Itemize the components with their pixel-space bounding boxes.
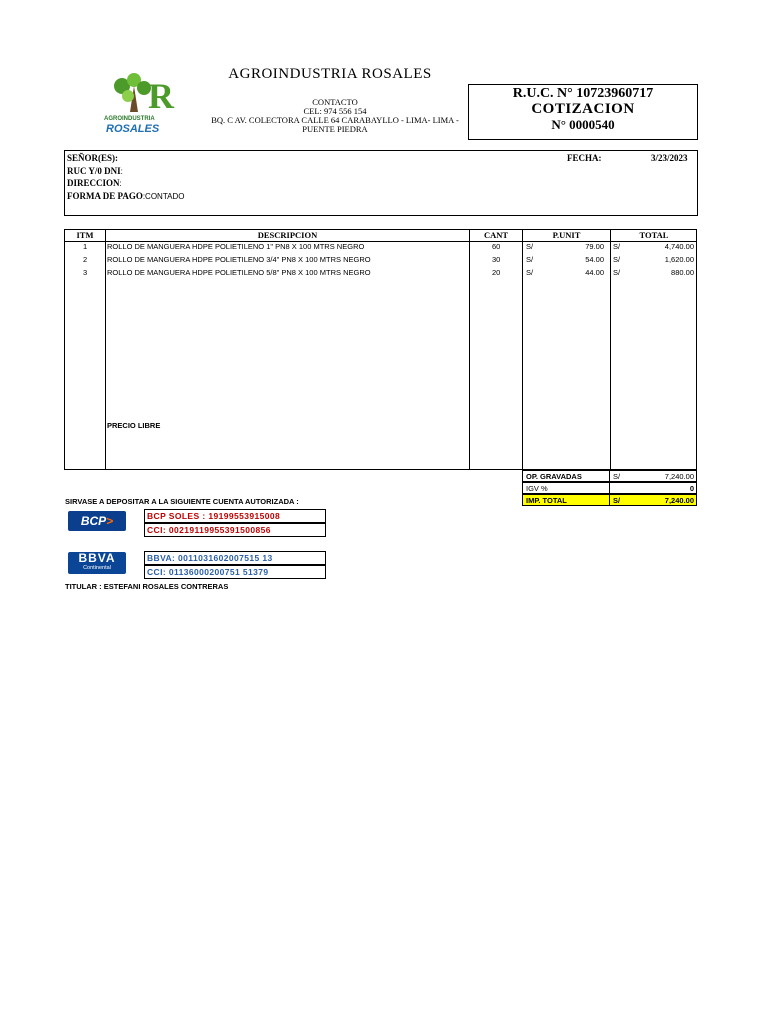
row-punit: 44.00	[585, 268, 604, 277]
direccion-label: DIRECCION	[67, 178, 120, 188]
contact-block	[200, 98, 470, 134]
fecha-label: FECHA:	[567, 153, 602, 163]
document-number: N° 0000540	[551, 117, 615, 132]
total-value: 7,240.00	[664, 496, 694, 505]
company-name: AGROINDUSTRIA ROSALES	[228, 66, 432, 82]
ruc-dni-sep: :	[120, 167, 123, 176]
row-cant: 20	[492, 268, 501, 277]
bcp-logo	[68, 511, 126, 531]
bbva-logo	[68, 552, 126, 574]
header-itm: ITM	[76, 230, 94, 240]
row-currency: S/	[613, 242, 621, 251]
bbva-logo-sub: Continental	[83, 565, 111, 571]
row-cant: 60	[492, 242, 501, 251]
direccion-field	[67, 178, 122, 188]
bbva-cci-account: CCI: 01136000200751 51379	[144, 565, 326, 579]
ruc-dni-label: RUC Y/0 DNI	[67, 166, 121, 176]
deposit-instruction: SIRVASE A DEPOSITAR A LA SIGUIENTE CUENTA AUTORIZADA :	[65, 497, 299, 506]
bcp-logo-mark: >	[106, 514, 114, 528]
precio-libre-note: PRECIO LIBRE	[107, 421, 161, 430]
row-currency: S/	[613, 255, 621, 264]
logo-text-top: AGROINDUSTRIA	[104, 116, 155, 122]
row-currency: S/	[526, 268, 534, 277]
fecha-value: 3/23/2023	[651, 153, 688, 163]
account-holder: TITULAR : ESTEFANI ROSALES CONTRERAS	[65, 582, 229, 591]
forma-pago-label: FORMA DE PAGO	[67, 191, 143, 201]
contact-title: CONTACTO	[312, 97, 358, 107]
senores-label: SEÑOR(ES):	[67, 153, 119, 163]
row-currency: S/	[613, 268, 621, 277]
bcp-cci-account: CCI: 00219119955391500856	[144, 523, 326, 537]
bbva-account: BBVA: 0011031602007515 13	[144, 551, 326, 565]
row-description: ROLLO DE MANGUERA HDPE POLIETILENO 1" PN8 X 100 MTRS NEGRO	[107, 242, 365, 251]
header-descripcion: DESCRIPCION	[257, 230, 318, 240]
row-description: ROLLO DE MANGUERA HDPE POLIETILENO 5/8" PN8 X 100 MTRS NEGRO	[107, 268, 371, 277]
row-total: 4,740.00	[664, 242, 694, 251]
gravadas-label: OP. GRAVADAS	[526, 472, 582, 481]
items-table	[64, 229, 697, 470]
table-row	[65, 267, 696, 279]
row-punit: 79.00	[585, 242, 604, 251]
row-itm: 3	[83, 268, 88, 277]
row-description: ROLLO DE MANGUERA HDPE POLIETILENO 3/4" PN8 X 100 MTRS NEGRO	[107, 255, 371, 264]
forma-pago-value: :CONTADO	[142, 192, 185, 201]
table-row	[65, 241, 696, 253]
company-logo	[100, 72, 180, 134]
contact-address-line2: PUENTE PIEDRA	[302, 124, 368, 134]
ruc-dni-field	[67, 166, 123, 176]
ruc-box	[468, 84, 698, 140]
row-currency: S/	[526, 242, 534, 251]
row-itm: 1	[83, 242, 88, 251]
row-cant: 30	[492, 255, 501, 264]
total-label: IMP. TOTAL	[526, 496, 567, 505]
header-cant: CANT	[483, 230, 509, 240]
gravadas-value: 7,240.00	[664, 472, 694, 481]
client-info-box	[64, 150, 698, 216]
direccion-sep: :	[119, 179, 122, 188]
header-total: TOTAL	[639, 230, 669, 240]
bcp-logo-text: BCP	[80, 514, 107, 528]
row-currency: S/	[526, 255, 534, 264]
bbva-logo-text: BBVA	[78, 551, 116, 565]
row-punit: 54.00	[585, 255, 604, 264]
gravadas-currency: S/	[613, 472, 621, 481]
row-total: 880.00	[671, 268, 694, 277]
totals-box	[522, 470, 697, 509]
bcp-soles-account: BCP SOLES : 19199553915008	[144, 509, 326, 523]
document-type: COTIZACION	[531, 101, 635, 117]
contact-address-line1: BQ. C AV. COLECTORA CALLE 64 CARABAYLLO - LIMA- LIMA -	[211, 115, 459, 125]
table-row	[65, 254, 696, 266]
contact-phone: CEL: 974 556 154	[303, 106, 367, 116]
logo-letter: R	[148, 76, 174, 116]
total-currency: S/	[613, 496, 621, 505]
row-total: 1,620.00	[664, 255, 694, 264]
ruc-number: R.U.C. N° 10723960717	[512, 86, 654, 101]
table-note	[65, 420, 696, 432]
logo-text-main: ROSALES	[106, 123, 160, 134]
igv-label: IGV %	[526, 484, 548, 493]
row-itm: 2	[83, 255, 88, 264]
header-punit: P.UNIT	[552, 230, 581, 240]
forma-pago-field	[67, 191, 184, 201]
igv-value: 0	[689, 484, 694, 493]
